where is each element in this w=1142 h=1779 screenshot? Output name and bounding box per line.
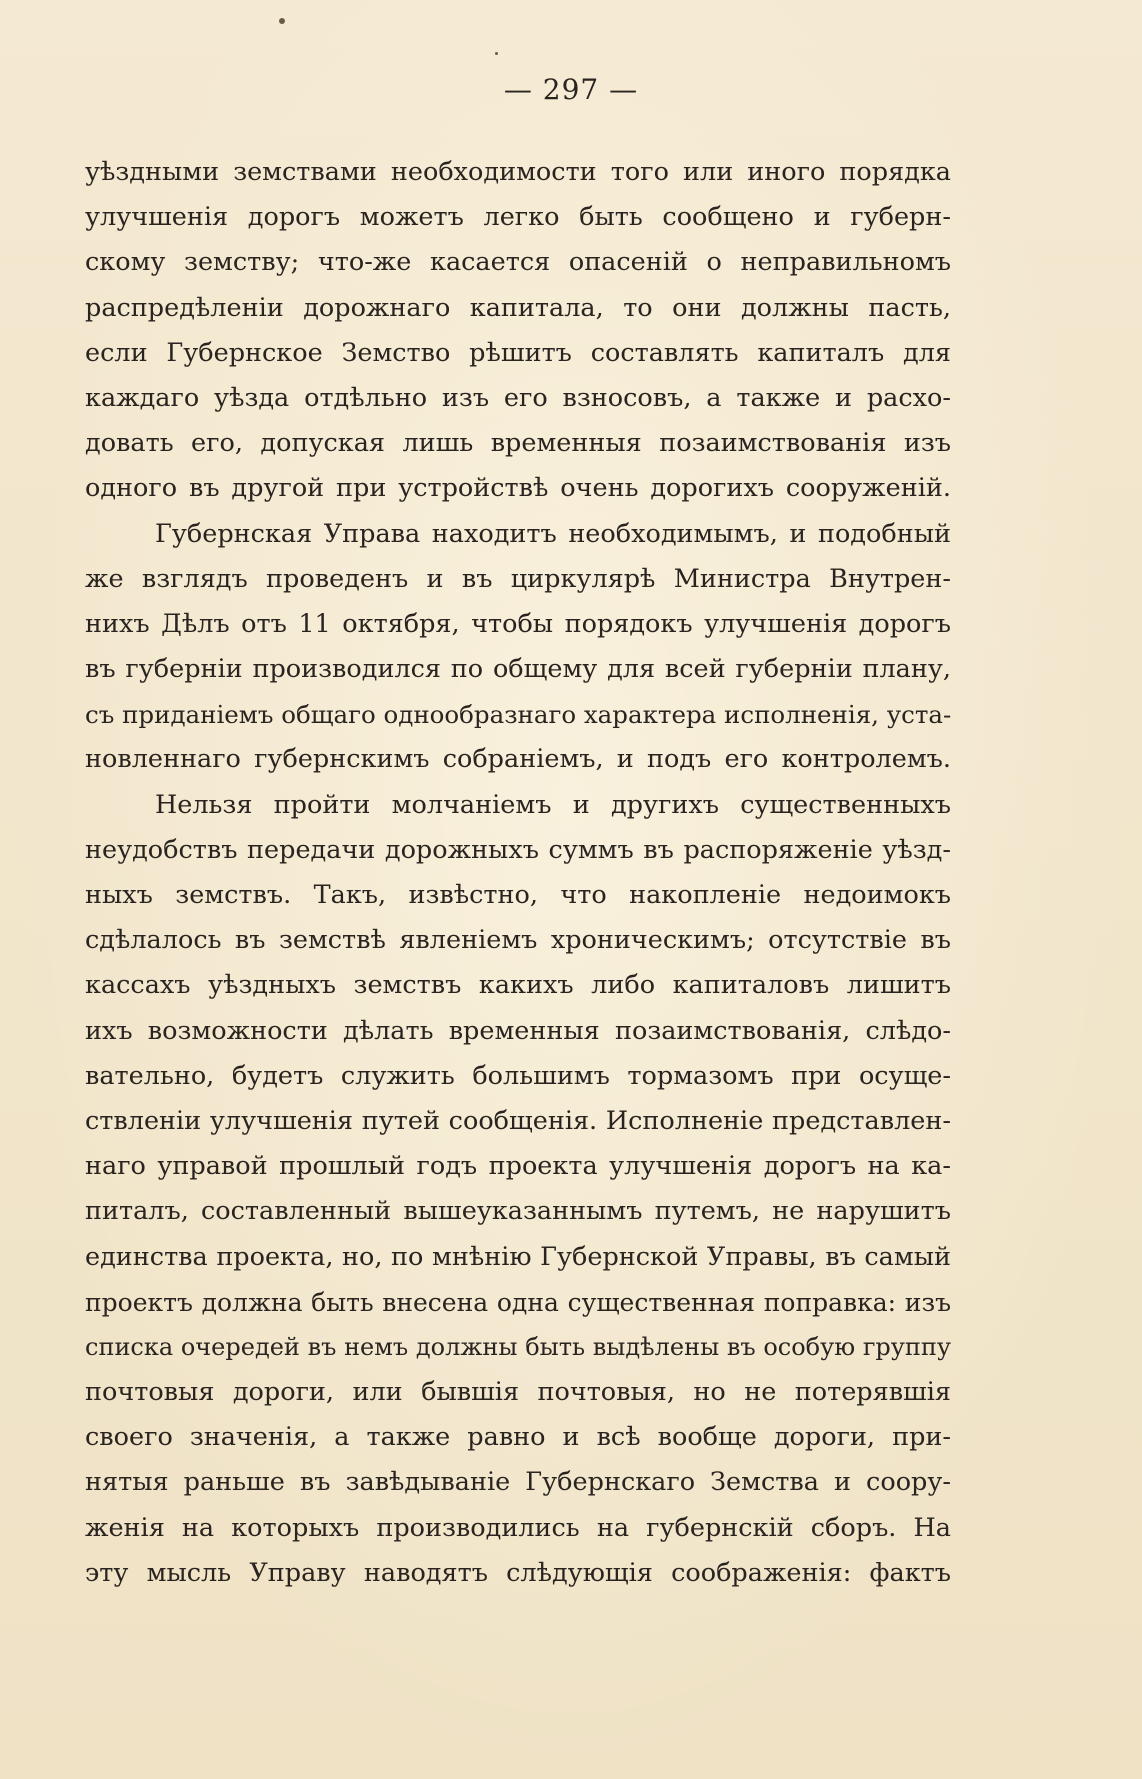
text-line: списка очередей въ немъ должны быть выдѣлены въ особую группу xyxy=(85,1332,951,1361)
text-line: скому земству; что-же касается опасеній о неправильномъ xyxy=(85,247,951,278)
text-line: вательно, будетъ служить большимъ тормазомъ при осуще- xyxy=(85,1060,951,1091)
text-line: ныхъ земствъ. Такъ, извѣстно, что накопленіе недоимокъ xyxy=(85,880,951,910)
text-line: проектъ должна быть внесена одна существенная поправка: изъ xyxy=(85,1287,951,1317)
text-line: въ губерніи производился по общему для всей губерніи плану, xyxy=(85,654,951,685)
text-line: питалъ, составленный вышеуказаннымъ путемъ, не нарушитъ xyxy=(85,1196,951,1227)
paper-speck xyxy=(495,52,498,55)
text-line: эту мысль Управу наводятъ слѣдующія соображенія: фактъ xyxy=(85,1557,951,1588)
text-line: каждаго уѣзда отдѣльно изъ его взносовъ, а также и расхо- xyxy=(85,382,951,413)
text-line: если Губернское Земство рѣшитъ составлять капиталъ для xyxy=(85,337,951,368)
text-line: съ приданіемъ общаго однообразнаго характера исполненія, уста- xyxy=(85,700,951,730)
text-line: своего значенія, а также равно и всѣ вообще дороги, при- xyxy=(85,1422,951,1453)
text-line: сдѣлалось въ земствѣ явленіемъ хроническимъ; отсутствіе въ xyxy=(85,925,951,956)
text-line: новленнаго губернскимъ собраніемъ, и подъ его контролемъ. xyxy=(85,744,951,775)
text-line: довать его, допуская лишь временныя позаимствованія изъ xyxy=(85,428,951,459)
text-line: уѣздными земствами необходимости того или иного порядка xyxy=(85,157,951,187)
text-line: ихъ возможности дѣлать временныя позаимствованія, слѣдо- xyxy=(85,1015,951,1046)
body-text xyxy=(85,150,951,1596)
text-line: единства проекта, но, по мнѣнію Губернской Управы, въ самый xyxy=(85,1241,951,1272)
page-number: — 297 — xyxy=(503,73,639,106)
text-line: кассахъ уѣздныхъ земствъ какихъ либо капиталовъ лишитъ xyxy=(85,970,951,1001)
text-line: женія на которыхъ производились на губернскій сборъ. На xyxy=(85,1512,951,1543)
text-line: нятыя раньше въ завѣдываніе Губернскаго Земства и соору- xyxy=(85,1467,951,1498)
text-line: распредѣленіи дорожнаго капитала, то они должны пасть, xyxy=(85,292,951,323)
text-line: неудобствъ передачи дорожныхъ суммъ въ распоряженіе уѣзд- xyxy=(85,834,951,865)
text-line: наго управой прошлый годъ проекта улучшенія дорогъ на ка- xyxy=(85,1151,951,1182)
paper-speck xyxy=(279,18,285,24)
text-line: почтовыя дороги, или бывшія почтовыя, но не потерявшія xyxy=(85,1377,951,1408)
paragraph-first-line: Нельзя пройти молчаніемъ и другихъ существенныхъ xyxy=(155,789,951,820)
text-line: одного въ другой при устройствѣ очень дорогихъ сооруженій. xyxy=(85,473,951,504)
paragraph-first-line: Губернская Управа находитъ необходимымъ, и подобный xyxy=(155,518,951,549)
text-line: же взглядъ проведенъ и въ циркулярѣ Министра Внутрен- xyxy=(85,563,951,594)
text-line: улучшенія дорогъ можетъ легко быть сообщено и губерн- xyxy=(85,202,951,233)
text-line: ствленіи улучшенія путей сообщенія. Исполненіе представлен- xyxy=(85,1105,951,1136)
text-line: нихъ Дѣлъ отъ 11 октября, чтобы порядокъ улучшенія дорогъ xyxy=(85,608,951,639)
